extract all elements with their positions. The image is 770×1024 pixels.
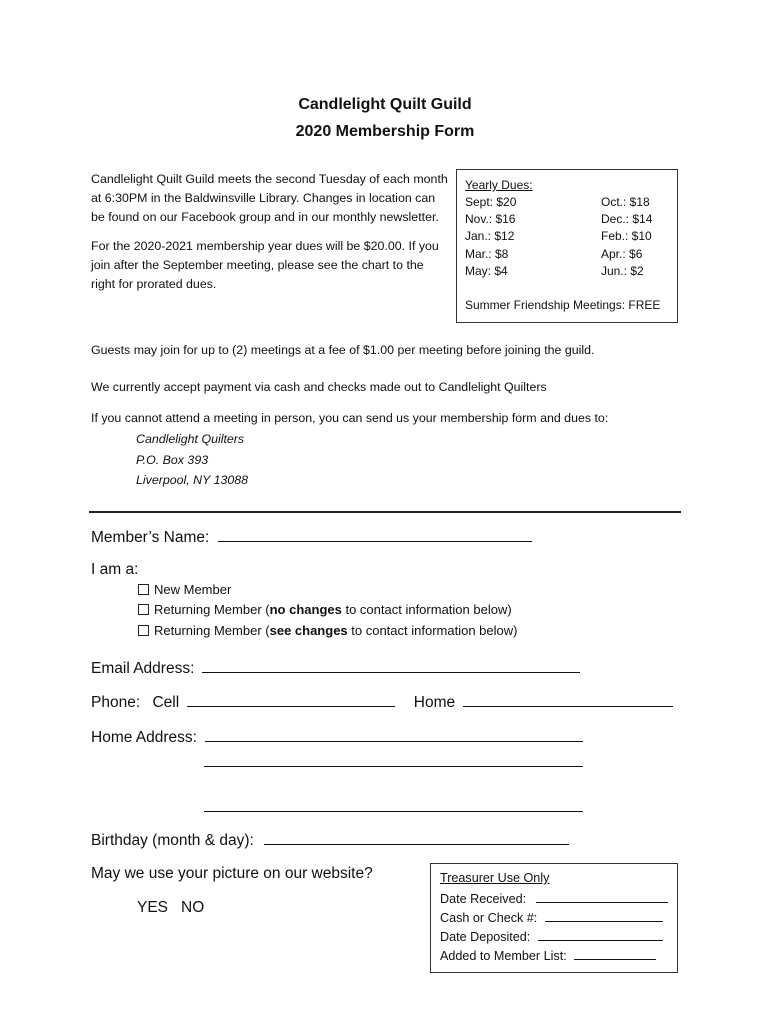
treasurer-use-box: [430, 863, 678, 973]
address-line: Liverpool, NY 13088: [136, 473, 249, 487]
summer-meetings-note: Summer Friendship Meetings: FREE: [465, 298, 661, 312]
address-line: P.O. Box 393: [136, 452, 209, 467]
dues-item: Feb.: $10: [601, 229, 652, 244]
cell-phone-field[interactable]: [187, 692, 395, 707]
birthday-label: Birthday (month & day):: [91, 832, 254, 849]
option-new-member[interactable]: [138, 582, 231, 597]
added-to-list-label: Added to Member List:: [440, 949, 567, 963]
option-label-prefix: Returning Member (: [154, 602, 270, 617]
section-divider: [89, 511, 681, 513]
form-subtitle: 2020 Membership Form: [295, 123, 475, 140]
dues-left-column: [465, 194, 516, 280]
dues-right-column: [601, 194, 652, 280]
cash-or-check-field[interactable]: [545, 909, 663, 922]
dues-item: Sept: $20: [465, 195, 517, 209]
phone-label: Phone:: [91, 694, 141, 711]
dues-title: Yearly Dues:: [465, 178, 533, 192]
payment-note: We currently accept payment via cash and checks made out to Candlelight Quilters: [91, 380, 547, 394]
guests-note: Guests may join for up to (2) meetings at a fee of $1.00 per meeting before joining the guild.: [91, 343, 595, 357]
option-returning-see-changes[interactable]: [138, 623, 517, 638]
intro-text: [91, 170, 451, 304]
checkbox-icon[interactable]: [138, 604, 149, 615]
date-deposited-field[interactable]: [538, 928, 663, 941]
date-deposited-row: [440, 928, 663, 944]
address-line: Candlelight Quilters: [136, 432, 245, 446]
option-returning-no-changes[interactable]: [138, 602, 512, 617]
date-received-field[interactable]: [536, 890, 668, 903]
date-deposited-label: Date Deposited:: [440, 930, 531, 944]
home-phone-field[interactable]: [463, 692, 673, 707]
dues-item: Apr.: $6: [601, 246, 643, 261]
home-address-field-line3[interactable]: [204, 811, 583, 812]
checkbox-icon[interactable]: [138, 625, 149, 636]
option-label: New Member: [154, 582, 232, 597]
cash-or-check-label: Cash or Check #:: [440, 911, 538, 925]
dues-item: Mar.: $8: [465, 246, 509, 261]
intro-paragraph-meetings: Candlelight Quilt Guild meets the second Tuesday of each month at 6:30PM in the Baldwinsville Library. Changes in location can be found on our Facebook group and in our monthly newsletter.: [91, 172, 448, 224]
email-label: Email Address:: [91, 660, 195, 677]
birthday-field[interactable]: [264, 830, 569, 845]
added-to-list-field[interactable]: [574, 947, 656, 960]
treasurer-title: Treasurer Use Only: [440, 871, 550, 885]
cell-label: Cell: [152, 694, 180, 711]
date-received-row: [440, 890, 668, 906]
option-label-suffix: to contact information below): [341, 602, 512, 617]
email-row: [91, 658, 580, 678]
option-label-prefix: Returning Member (: [154, 623, 270, 638]
consent-yes-option[interactable]: YES: [137, 899, 169, 916]
picture-consent-question: May we use your picture on our website?: [91, 865, 373, 882]
home-address-row: [91, 727, 583, 747]
form-title: Candlelight Quilt Guild: [298, 96, 472, 113]
dues-item: May: $4: [465, 263, 508, 278]
date-received-label: Date Received:: [440, 892, 527, 906]
email-field[interactable]: [202, 658, 580, 673]
dues-item: Oct.: $18: [601, 195, 650, 209]
added-to-list-row: [440, 947, 656, 963]
dues-item: Jun.: $2: [601, 263, 644, 278]
intro-paragraph-dues: For the 2020-2021 membership year dues will be $20.00. If you join after the September meeting, please see the chart to the right for prorated dues.: [91, 239, 439, 291]
home-phone-label: Home: [413, 694, 456, 711]
consent-no-option[interactable]: NO: [181, 899, 205, 916]
checkbox-icon[interactable]: [138, 584, 149, 595]
mailing-address: [136, 429, 248, 491]
home-address-label: Home Address:: [91, 729, 197, 746]
dues-item: Dec.: $14: [601, 212, 653, 227]
option-label-emphasis: no changes: [269, 602, 342, 617]
birthday-row: [91, 830, 569, 850]
yearly-dues-box: [456, 169, 678, 323]
phone-row: [91, 692, 673, 712]
member-type-label: I am a:: [91, 561, 139, 578]
option-label-emphasis: see changes: [269, 623, 348, 638]
dues-item: Nov.: $16: [465, 212, 516, 227]
member-name-field[interactable]: [218, 527, 532, 542]
option-label-suffix: to contact information below): [347, 623, 518, 638]
home-address-field-line1[interactable]: [205, 727, 583, 742]
dues-item: Jan.: $12: [465, 229, 515, 244]
member-name-label: Member’s Name:: [91, 529, 210, 546]
home-address-field-line2[interactable]: [204, 766, 583, 767]
member-name-row: [91, 527, 532, 547]
cash-or-check-row: [440, 909, 663, 925]
mail-instructions: If you cannot attend a meeting in person, you can send us your membership form and dues to:: [91, 411, 609, 425]
